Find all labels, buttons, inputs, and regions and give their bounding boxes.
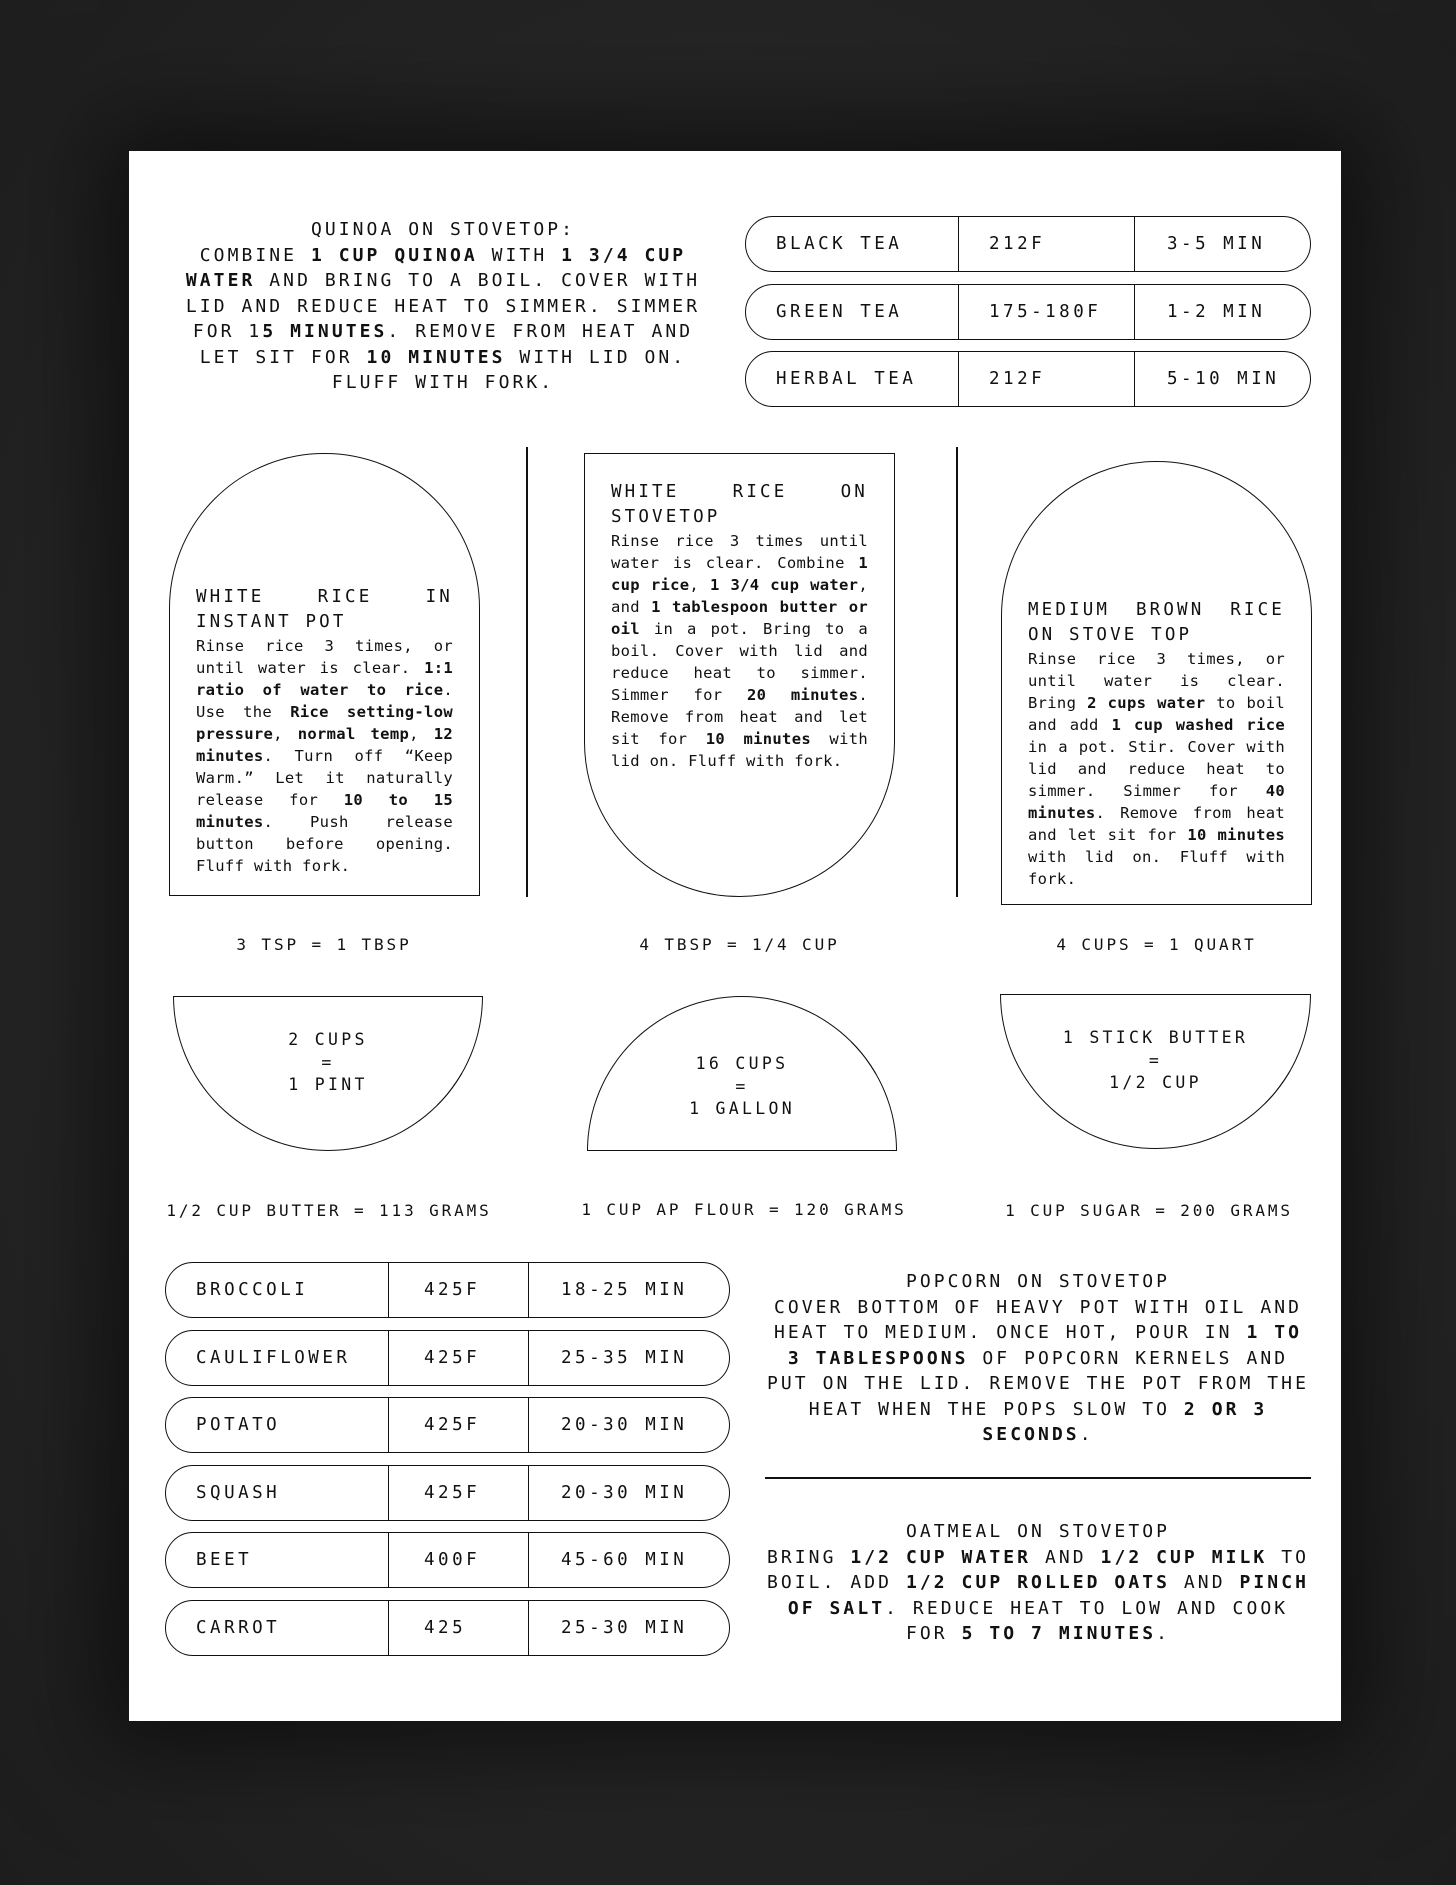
oatmeal-title: OATMEAL ON STOVETOP (905, 1521, 1171, 1542)
veg-time: 20-30 MIN (528, 1466, 729, 1520)
veg-name: BEET (196, 1550, 253, 1570)
veg-name: CARROT (196, 1618, 281, 1638)
divider (765, 1477, 1311, 1479)
veg-row (165, 1397, 730, 1453)
oatmeal-block (763, 1519, 1313, 1647)
veg-row (165, 1600, 730, 1656)
shape-top: 1 STICK BUTTER (1062, 1028, 1249, 1047)
veg-temp: 425 (388, 1601, 528, 1655)
pint-shape (173, 996, 483, 1151)
shape-eq: = (735, 1076, 749, 1096)
conversion-label: 4 TBSP = 1/4 CUP (639, 935, 840, 954)
oatmeal-text: BRING 1/2 CUP WATER AND 1/2 CUP MILK TO BOIL. ADD 1/2 CUP ROLLED OATS AND PINCH OF SALT. REDUCE HEAT TO LOW AND COOK FOR 5 TO 7 MINUTES. (766, 1546, 1310, 1644)
popcorn-block (763, 1269, 1313, 1448)
veg-name: POTATO (196, 1415, 281, 1435)
conversion-label: 1/2 CUP BUTTER = 113 GRAMS (166, 1201, 492, 1220)
veg-row (165, 1262, 730, 1318)
gallon-shape (587, 996, 897, 1151)
divider (526, 447, 528, 897)
card-title: WHITE RICE IN INSTANT POT (196, 587, 453, 632)
veg-name: SQUASH (196, 1483, 281, 1503)
tea-temp: 175-180F (958, 285, 1134, 339)
stovetop-white-rice-card (584, 453, 895, 897)
card-title: WHITE RICE ON STOVETOP (611, 482, 868, 527)
veg-time: 25-30 MIN (528, 1601, 729, 1655)
conversion-label: 1 CUP AP FLOUR = 120 GRAMS (581, 1200, 907, 1219)
tea-time: 1-2 MIN (1134, 285, 1310, 339)
veg-temp: 425F (388, 1263, 528, 1317)
butter-shape (1000, 994, 1311, 1149)
shape-eq: = (321, 1052, 335, 1072)
popcorn-title: POPCORN ON STOVETOP (905, 1271, 1171, 1292)
veg-temp: 425F (388, 1331, 528, 1385)
shape-top: 2 CUPS (288, 1030, 368, 1049)
veg-temp: 425F (388, 1398, 528, 1452)
veg-time: 25-35 MIN (528, 1331, 729, 1385)
veg-time: 18-25 MIN (528, 1263, 729, 1317)
card-text: Rinse rice 3 times, or until water is clear. Bring 2 cups water to boil and add 1 cup washed rice in a pot. Stir. Cover with lid and reduce heat to simmer. Simmer for 40 minutes. Remove from heat and let sit for 10 minutes with lid on. Fluff with fork. (1028, 650, 1286, 888)
card-text: Rinse rice 3 times, or until water is clear. 1:1 ratio of water to rice. Use the Rice setting-low pressure, normal temp, 12 minutes. Turn off “Keep Warm.” Let it naturally release for 10 to 15 minutes. Push release button before opening. Fluff with fork. (196, 637, 453, 875)
tea-row (745, 284, 1311, 340)
shape-top: 16 CUPS (695, 1054, 789, 1073)
tea-name: BLACK TEA (776, 234, 903, 254)
tea-time: 3-5 MIN (1134, 217, 1310, 271)
card-title: MEDIUM BROWN RICE ON STOVE TOP (1028, 600, 1285, 645)
conversion-label: 1 CUP SUGAR = 200 GRAMS (1005, 1201, 1293, 1220)
quinoa-title: QUINOA ON STOVETOP: (310, 219, 576, 240)
tea-name: HERBAL TEA (776, 369, 917, 389)
veg-name: CAULIFLOWER (196, 1348, 351, 1368)
tea-row (745, 216, 1311, 272)
shape-bottom: 1 PINT (288, 1075, 368, 1094)
veg-row (165, 1465, 730, 1521)
tea-name: GREEN TEA (776, 302, 903, 322)
tea-temp: 212F (958, 352, 1134, 406)
popcorn-text: COVER BOTTOM OF HEAVY POT WITH OIL AND HEAT TO MEDIUM. ONCE HOT, POUR IN 1 TO 3 TABLESPOONS OF POPCORN KERNELS AND PUT ON THE LID. REMOVE THE POT FROM THE HEAT WHEN THE POPS SLOW TO 2 OR 3 SECONDS. (767, 1296, 1309, 1445)
veg-temp: 400F (388, 1533, 528, 1587)
quinoa-block (167, 217, 719, 396)
brown-rice-card (1001, 461, 1312, 905)
tea-time: 5-10 MIN (1134, 352, 1310, 406)
recipe-sheet (129, 151, 1341, 1721)
veg-row (165, 1330, 730, 1386)
tea-row (745, 351, 1311, 407)
veg-time: 20-30 MIN (528, 1398, 729, 1452)
quinoa-text: COMBINE 1 CUP QUINOA WITH 1 3/4 CUP WATER AND BRING TO A BOIL. COVER WITH LID AND REDUCE HEAT TO SIMMER. SIMMER FOR 15 MINUTES. REMOVE FROM HEAT AND LET SIT FOR 10 MINUTES WITH LID ON. FLUFF WITH FORK. (185, 244, 701, 393)
tea-temp: 212F (958, 217, 1134, 271)
veg-name: BROCCOLI (196, 1280, 309, 1300)
card-text: Rinse rice 3 times until water is clear. Combine 1 cup rice, 1 3/4 cup water, and 1 tablespoon butter or oil in a pot. Bring to a boil. Cover with lid and reduce heat to simmer. Simmer for 20 minutes. Remove from heat and let sit for 10 minutes with lid on. Fluff with fork. (611, 532, 868, 770)
shape-eq: = (1148, 1050, 1163, 1070)
divider (956, 447, 958, 897)
veg-temp: 425F (388, 1466, 528, 1520)
veg-time: 45-60 MIN (528, 1533, 729, 1587)
veg-row (165, 1532, 730, 1588)
conversion-label: 4 CUPS = 1 QUART (1056, 935, 1257, 954)
conversion-label: 3 TSP = 1 TBSP (236, 935, 412, 954)
shape-bottom: 1/2 CUP (1109, 1073, 1202, 1092)
instant-pot-rice-card (169, 453, 480, 896)
shape-bottom: 1 GALLON (689, 1099, 795, 1118)
